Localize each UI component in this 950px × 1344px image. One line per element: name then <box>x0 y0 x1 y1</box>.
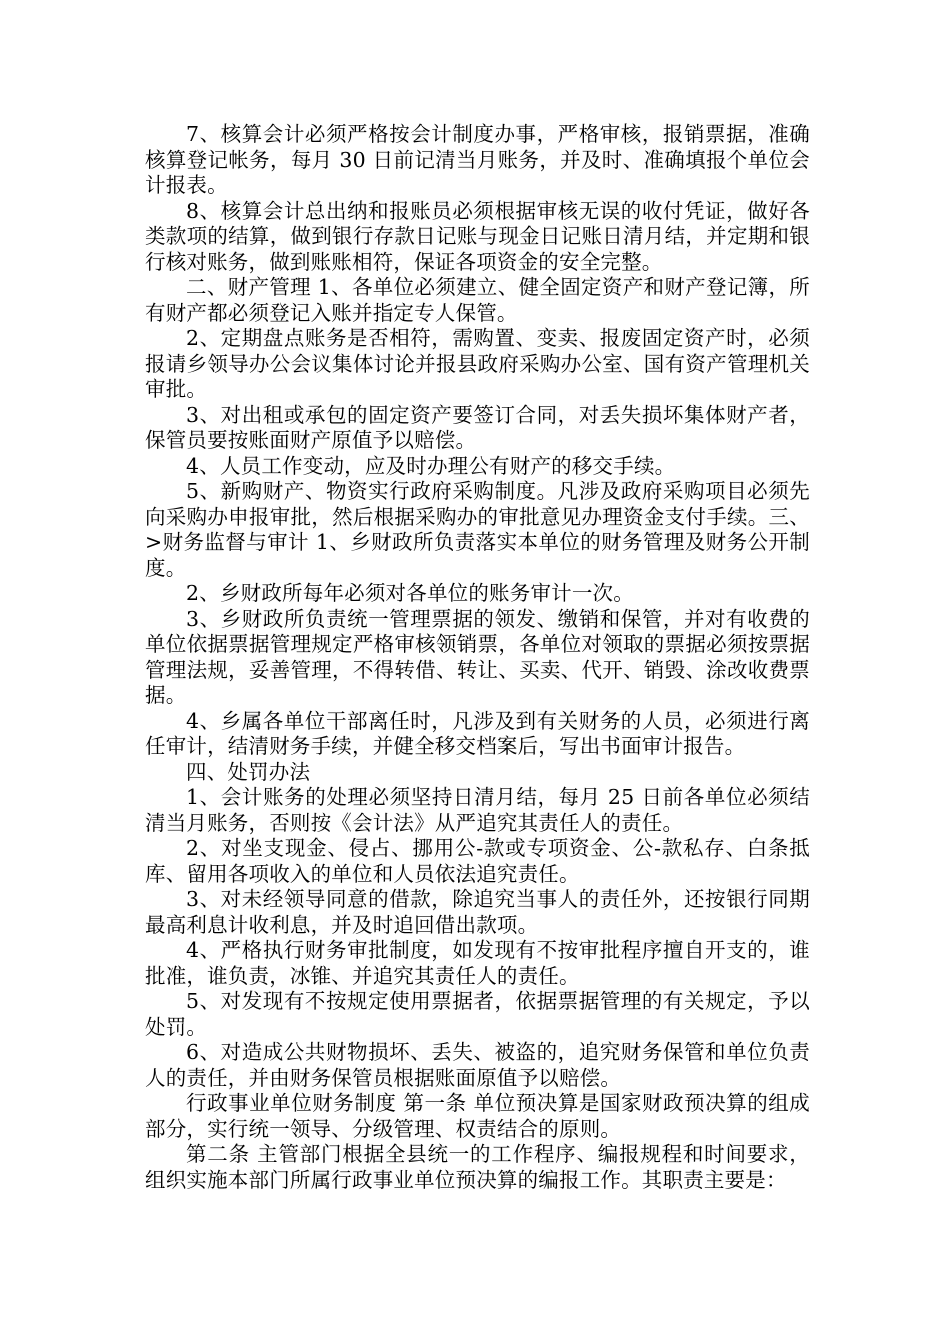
document-body <box>145 122 810 1193</box>
paragraph-audit-4: 4、乡属各单位干部离任时，凡涉及到有关财务的人员，必须进行离任审计，结清财务手续，并健全移交档案后，写出书面审计报告。 <box>145 708 810 758</box>
paragraph-penalty-2: 2、对坐支现金、侵占、挪用公-款或专项资金、公-款私存、白条抵库、留用各项收入的单位和人员依法追究责任。 <box>145 836 810 886</box>
section-heading-penalties: 四、处罚办法 <box>186 759 311 784</box>
paragraph-property-management-3: 3、对出租或承包的固定资产要签订合同，对丢失损坏集体财产者，保管员要按账面财产原值予以赔偿。 <box>145 402 810 452</box>
paragraph-article-1: 行政事业单位财务制度 第一条 单位预决算是国家财政预决算的组成部分，实行统一领导、分级管理、权责结合的原则。 <box>145 1091 810 1141</box>
paragraph-penalty-4: 4、严格执行财务审批制度，如发现有不按审批程序擅自开支的，谁批准，谁负责，冰锥、并追究其责任人的责任。 <box>145 938 810 988</box>
paragraph-property-management-2: 2、定期盘点账务是否相符，需购置、变卖、报废固定资产时，必须报请乡领导办公会议集体讨论并报县政府采购办公室、国有资产管理机关审批。 <box>145 326 810 401</box>
paragraph-accounting-rule-8: 8、核算会计总出纳和报账员必须根据审核无误的收付凭证，做好各类款项的结算，做到银行存款日记账与现金日记账日清月结，并定期和银行核对账务，做到账账相符，保证各项资金的安全完整。 <box>145 198 810 274</box>
paragraph-audit-3: 3、乡财政所负责统一管理票据的领发、缴销和保管，并对有收费的单位依据票据管理规定严格审核领销票，各单位对领取的票据必须按票据管理法规，妥善管理，不得转借、转让、买卖、代开、销毁、涂改收费票据。 <box>145 606 810 707</box>
paragraph-article-2: 第二条 主管部门根据全县统一的工作程序、编报规程和时间要求，组织实施本部门所属行政事业单位预决算的编报工作。其职责主要是： <box>145 1142 810 1192</box>
paragraph-audit-2: 2、乡财政所每年必须对各单位的账务审计一次。 <box>186 581 634 605</box>
paragraph-penalty-1: 1、会计账务的处理必须坚持日清月结，每月 25 日前各单位必须结清当月账务，否则按《会计法》从严追究其责任人的责任。 <box>145 785 810 835</box>
paragraph-property-management-4: 4、人员工作变动，应及时办理公有财产的移交手续。 <box>186 453 676 478</box>
paragraph-property-management-5: 5、新购财产、物资实行政府采购制度。凡涉及政府采购项目必须先向采购办申报审批，然后根据采购办的审批意见办理资金支付手续。三、>财务监督与审计 1、乡财政所负责落实本单位的财务管理及财务公开制度。 <box>145 479 810 580</box>
paragraph-penalty-5: 5、对发现有不按规定使用票据者，依据票据管理的有关规定，予以处罚。 <box>145 989 810 1039</box>
paragraph-accounting-rule-7: 7、核算会计必须严格按会计制度办事，严格审核，报销票据，准确核算登记帐务，每月 30 日前记清当月账务，并及时、准确填报个单位会计报表。 <box>145 122 810 197</box>
paragraph-penalty-6: 6、对造成公共财物损坏、丢失、被盗的，追究财务保管和单位负责人的责任，并由财务保管员根据账面原值予以赔偿。 <box>145 1040 810 1090</box>
paragraph-property-management-1: 二、财产管理 1、各单位必须建立、健全固定资产和财产登记簿，所有财产都必须登记入账并指定专人保管。 <box>145 275 810 325</box>
paragraph-penalty-3: 3、对未经领导同意的借款，除追究当事人的责任外，还按银行同期最高利息计收利息，并及时追回借出款项。 <box>145 887 810 937</box>
